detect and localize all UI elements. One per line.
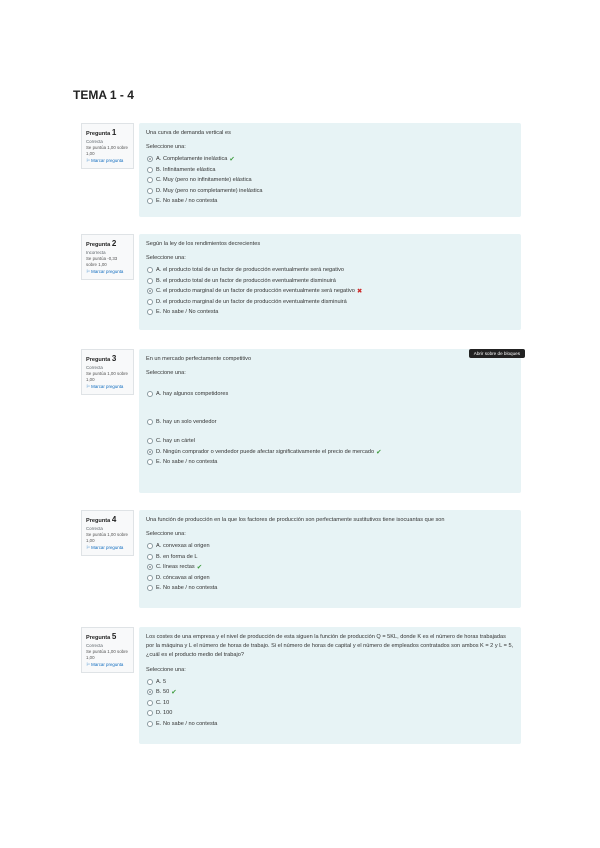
flag-question-link[interactable]: ⚐ Marcar pregunta [86,268,124,274]
answer-radio[interactable] [147,309,153,315]
answer-text: hay un solo vendedor [163,419,217,426]
answer-option[interactable] [146,719,514,730]
flag-question-link[interactable]: ⚐ Marcar pregunta [86,544,124,550]
answer-option[interactable] [146,447,514,458]
question-text: Una curva de demanda vertical es [146,130,231,136]
question-score: Se puntúa -0,33 sobre 1,00 [86,255,118,268]
question-info: Pregunta 1 Correcta Se puntúa 1,00 sobre 1,00 ⚐ Marcar pregunta [81,123,134,169]
question-5 [81,627,521,744]
question-info: Pregunta 3 Correcta Se puntúa 1,00 sobre 1,00 ⚐ Marcar pregunta [81,349,134,395]
answer-radio[interactable] [147,449,153,455]
answer-radio[interactable] [147,198,153,204]
answer-option[interactable] [146,457,514,468]
answer-letter: B. [156,689,162,696]
answer-text: Completamente inelástica [163,156,228,163]
answer-option[interactable] [146,154,514,165]
question-4 [81,510,521,608]
question-text: Los costes de una empresa y el nivel de producción de esta siguen la función de producción Q = 5KL, donde K es el número de horas trabajadas por la máquina y L el número de horas de trabajo. Si el número de horas de capital y el número de empleados contratados son ambos K = 2 y L = 5, ¿cuál es el producto medio del trabajo? [146,634,514,659]
answer-option[interactable] [146,552,514,563]
cross-icon: ✖ [356,288,363,296]
question-score: Se puntúa 1,00 sobre 1,00 [86,144,128,157]
page-title: TEMA 1 - 4 [73,88,134,102]
answer-text: No sabe / no contesta [163,198,218,205]
answer-radio[interactable] [147,459,153,465]
answer-prompt: Seleccione una: [146,370,186,377]
answer-letter: E. [156,720,162,727]
answer-letter: B. [156,166,162,173]
answer-radio[interactable] [147,438,153,444]
question-panel [139,349,521,493]
answer-text: No sabe / No contesta [163,309,219,316]
question-panel [139,234,521,330]
answer-radio[interactable] [147,167,153,173]
answer-prompt: Seleccione una: [146,255,186,262]
answer-option[interactable] [146,687,514,698]
answer-text: 50 [163,689,170,696]
answer-letter: E. [156,198,162,205]
question-2 [81,234,521,330]
question-panel [139,627,521,744]
answer-text: No sabe / no contesta [163,459,218,466]
answer-radio[interactable] [147,721,153,727]
question-score: Se puntúa 1,00 sobre 1,00 [86,370,128,383]
answer-letter: C. [156,438,162,445]
question-text: Una función de producción en la que los factores de producción son perfectamente sustitutivos tiene isocuantas que son [146,517,445,523]
answer-text: Ningún comprador o vendedor puede afectar significativamente el precio de mercado [163,448,375,455]
answer-letter: E. [156,309,162,316]
answer-option[interactable] [146,286,514,297]
answer-option[interactable] [146,436,514,447]
answer-letter: A. [156,267,162,274]
question-state: Correcta [86,525,103,531]
answer-radio[interactable] [147,689,153,695]
answer-radio[interactable] [147,710,153,716]
answer-letter: A. [156,678,162,685]
answer-option[interactable] [146,307,514,318]
answer-option[interactable] [146,297,514,308]
answer-prompt: Seleccione una: [146,666,186,673]
answer-radio[interactable] [147,575,153,581]
answer-option[interactable] [146,186,514,197]
question-1 [81,123,521,217]
answer-radio[interactable] [147,288,153,294]
check-icon: ✔ [171,689,177,697]
check-icon: ✔ [376,448,382,456]
answer-letter: A. [156,391,162,398]
answer-radio[interactable] [147,554,153,560]
question-text: Según la ley de los rendimientos decrecientes [146,241,261,247]
answer-radio[interactable] [147,299,153,305]
answer-text: hay algunos competidores [163,391,229,398]
answer-letter: B. [156,419,162,426]
answer-option[interactable] [146,677,514,688]
flag-question-link[interactable]: ⚐ Marcar pregunta [86,157,124,163]
question-text: En un mercado perfectamente competitivo [146,356,252,362]
answer-letter: A. [156,156,162,163]
answer-letter: C. [156,699,162,706]
answer-radio[interactable] [147,700,153,706]
answer-option[interactable] [146,541,514,552]
answer-letter: C. [156,177,162,184]
answer-radio[interactable] [147,419,153,425]
answer-radio[interactable] [147,391,153,397]
answer-text: el producto marginal de un factor de producción eventualmente será negativo [163,288,355,295]
question-info: Pregunta 5 Correcta Se puntúa 1,00 sobre 1,00 ⚐ Marcar pregunta [81,627,134,673]
answer-radio[interactable] [147,564,153,570]
answer-text: 100 [163,710,173,717]
answer-radio[interactable] [147,585,153,591]
answer-letter: B. [156,553,162,560]
answer-letter: D. [156,298,162,305]
answer-option[interactable] [146,583,514,594]
answer-text: líneas rectas [163,564,195,571]
answer-option[interactable] [146,265,514,276]
block-drawer-tooltip[interactable]: Abrir sobre de bloques [469,349,525,358]
answer-text: No sabe / no contesta [163,720,218,727]
answer-letter: E. [156,459,162,466]
answer-prompt: Seleccione una: [146,531,186,538]
answer-option[interactable] [146,276,514,287]
answer-text: el producto total de un factor de producción eventualmente disminuirá [163,277,336,284]
answer-prompt: Seleccione una: [146,144,186,151]
answer-letter: D. [156,710,162,717]
answer-text: 10 [163,699,170,706]
answer-letter: B. [156,277,162,284]
answer-option[interactable] [146,175,514,186]
answer-text: en forma de L [163,553,198,560]
answer-option[interactable] [146,408,514,436]
answer-radio[interactable] [147,267,153,273]
question-state: Incorrecta [86,249,106,255]
question-panel [139,123,521,217]
question-panel [139,510,521,608]
answer-text: hay un cártel [163,438,196,445]
answer-option[interactable] [146,708,514,719]
answer-option[interactable] [146,165,514,176]
question-info: Pregunta 4 Correcta Se puntúa 1,00 sobre 1,00 ⚐ Marcar pregunta [81,510,134,556]
answer-letter: D. [156,448,162,455]
answer-option[interactable] [146,562,514,573]
answer-radio[interactable] [147,679,153,685]
answer-option[interactable] [146,573,514,584]
flag-question-link[interactable]: ⚐ Marcar pregunta [86,661,124,667]
answer-option[interactable] [146,380,514,408]
answer-text: 5 [163,678,167,685]
question-state: Correcta [86,364,103,370]
answer-letter: D. [156,574,162,581]
answer-radio[interactable] [147,278,153,284]
check-icon: ✔ [229,156,235,164]
answer-text: cóncavas al origen [163,574,210,581]
answer-text: No sabe / no contesta [163,585,218,592]
answer-text: Muy (pero no infinitamente) elástica [163,177,252,184]
question-score: Se puntúa 1,00 sobre 1,00 [86,531,128,544]
answer-text: Infinitamente elástica [163,166,216,173]
answer-letter: D. [156,187,162,194]
answer-option[interactable] [146,698,514,709]
answer-letter: C. [156,564,162,571]
answer-option[interactable] [146,196,514,207]
question-info: Pregunta 2 Incorrecta Se puntúa -0,33 sobre 1,00 ⚐ Marcar pregunta [81,234,134,280]
answer-text: el producto total de un factor de producción eventualmente será negativo [163,267,344,274]
answer-radio[interactable] [147,156,153,162]
question-score: Se puntúa 1,00 sobre 1,00 [86,648,128,661]
answer-text: Muy (pero no completamente) inelástica [163,187,263,194]
answer-letter: C. [156,288,162,295]
answer-text: el producto marginal de un factor de producción eventualmente disminuirá [163,298,347,305]
question-3 [81,349,521,493]
question-state: Correcta [86,138,103,144]
answer-letter: E. [156,585,162,592]
answer-letter: A. [156,543,162,550]
answer-radio[interactable] [147,177,153,183]
flag-question-link[interactable]: ⚐ Marcar pregunta [86,383,124,389]
answer-radio[interactable] [147,188,153,194]
answer-text: convexas al origen [163,543,210,550]
check-icon: ✔ [196,564,203,572]
question-state: Correcta [86,642,103,648]
answer-radio[interactable] [147,543,153,549]
